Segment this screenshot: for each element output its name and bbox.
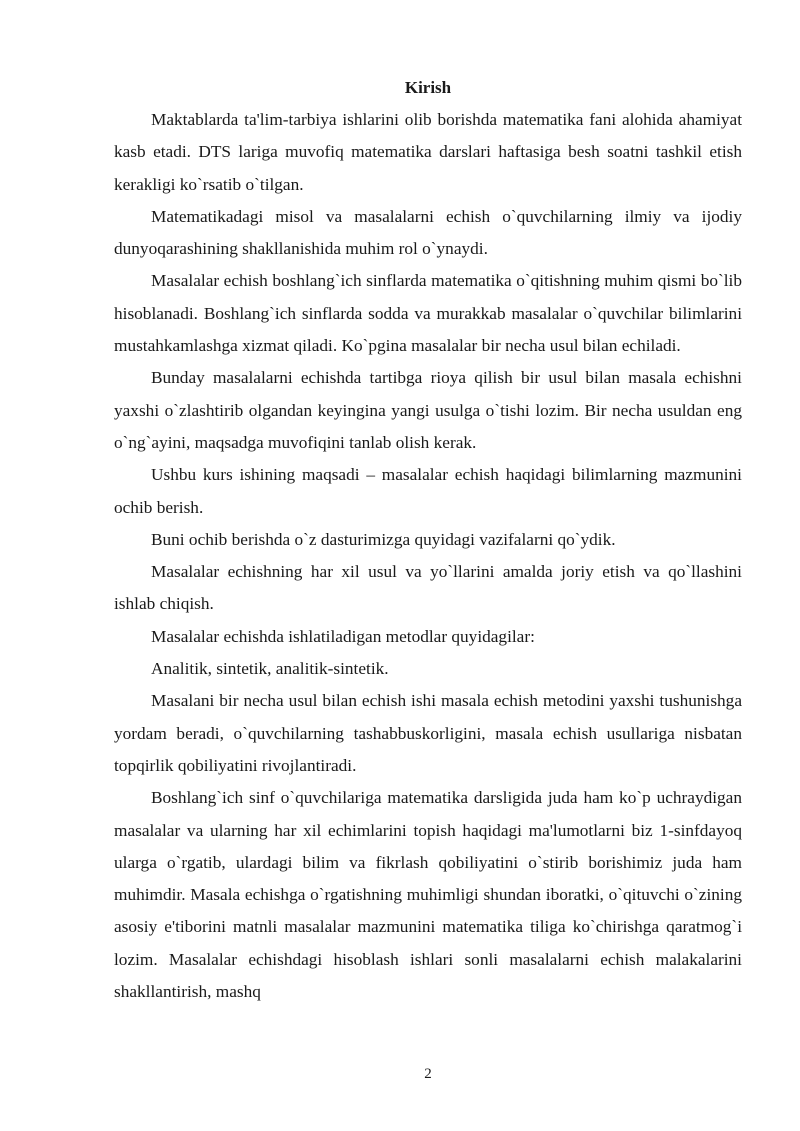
paragraph: Masalalar echishda ishlatiladigan metodlar quyidagilar: bbox=[151, 626, 535, 646]
page-title: Kirish bbox=[404, 78, 452, 97]
paragraph: Masalalar echishning har xil usul va yo`llarini amalda joriy etish va qo`llashini ishlab chiqish. bbox=[114, 562, 742, 614]
paragraph: Buni ochib berishda o`z dasturimizga quyidagi vazifalarni qo`ydik. bbox=[151, 529, 616, 549]
paragraph: Bunday masalalarni echishda tartibga rioya qilish bir usul bilan masala echishni yaxshi o`zlashtirib olgandan keyingina yangi usulga o`tishi lozim. Bir necha usuldan eng o`ng`ayini, maqsadga muvofiqini tanlab olish kerak. bbox=[114, 368, 742, 452]
paragraph: Analitik, sintetik, analitik-sintetik. bbox=[151, 659, 389, 679]
paragraph: Boshlang`ich sinf o`quvchilariga matematika darsligida juda ham ko`p uchraydigan masalalar va ularning har xil echimlarini topish haqidagi ma'lumotlarni biz 1-sinfdayoq ularga o`rgatib, ulardagi bilim va fikrlash qobiliyatini o`stirib borishimiz juda ham muhimdir. Masala echishga o`rgatishning muhimligi shundan iboratki, o`qituvchi o`zining asosiy e'tiborini matnli masalalar mazmunini matematika tiliga ko`chirishga qaratmog`i lozim. Masalalar echishdagi hisoblash ishlari sonli masalalarni echish malakalarini shakllantirish, mashq bbox=[114, 788, 742, 1002]
paragraph: Ushbu kurs ishining maqsadi – masalalar echish haqidagi bilimlarning mazmunini ochib berish. bbox=[114, 465, 742, 517]
paragraph: Masalani bir necha usul bilan echish ishi masala echish metodini yaxshi tushunishga yordam beradi, o`quvchilarning tashabbuskorligini, masala echish usullariga nisbatan topqirlik qobiliyatini rivojlantiradi. bbox=[114, 691, 742, 775]
body-text bbox=[114, 104, 742, 1008]
paragraph: Maktablarda ta'lim-tarbiya ishlarini olib borishda matematika fani alohida ahamiyat kasb etadi. DTS lariga muvofiq matematika darslari haftasiga besh soatni tashkil etish kerakligi ko`rsatib o`tilgan. bbox=[114, 110, 742, 194]
page-number: 2 bbox=[424, 1066, 432, 1082]
paragraph: Masalalar echish boshlang`ich sinflarda matematika o`qitishning muhim qismi bo`lib hisoblanadi. Boshlang`ich sinflarda sodda va murakkab masalalar o`quvchilar bilimlarini mustahkamlashga xizmat qiladi. Ko`pgina masalalar bir necha usul bilan echiladi. bbox=[114, 271, 742, 356]
paragraph: Matematikadagi misol va masalalarni echish o`quvchilarning ilmiy va ijodiy dunyoqarashining shakllanishida muhim rol o`ynaydi. bbox=[114, 206, 742, 259]
